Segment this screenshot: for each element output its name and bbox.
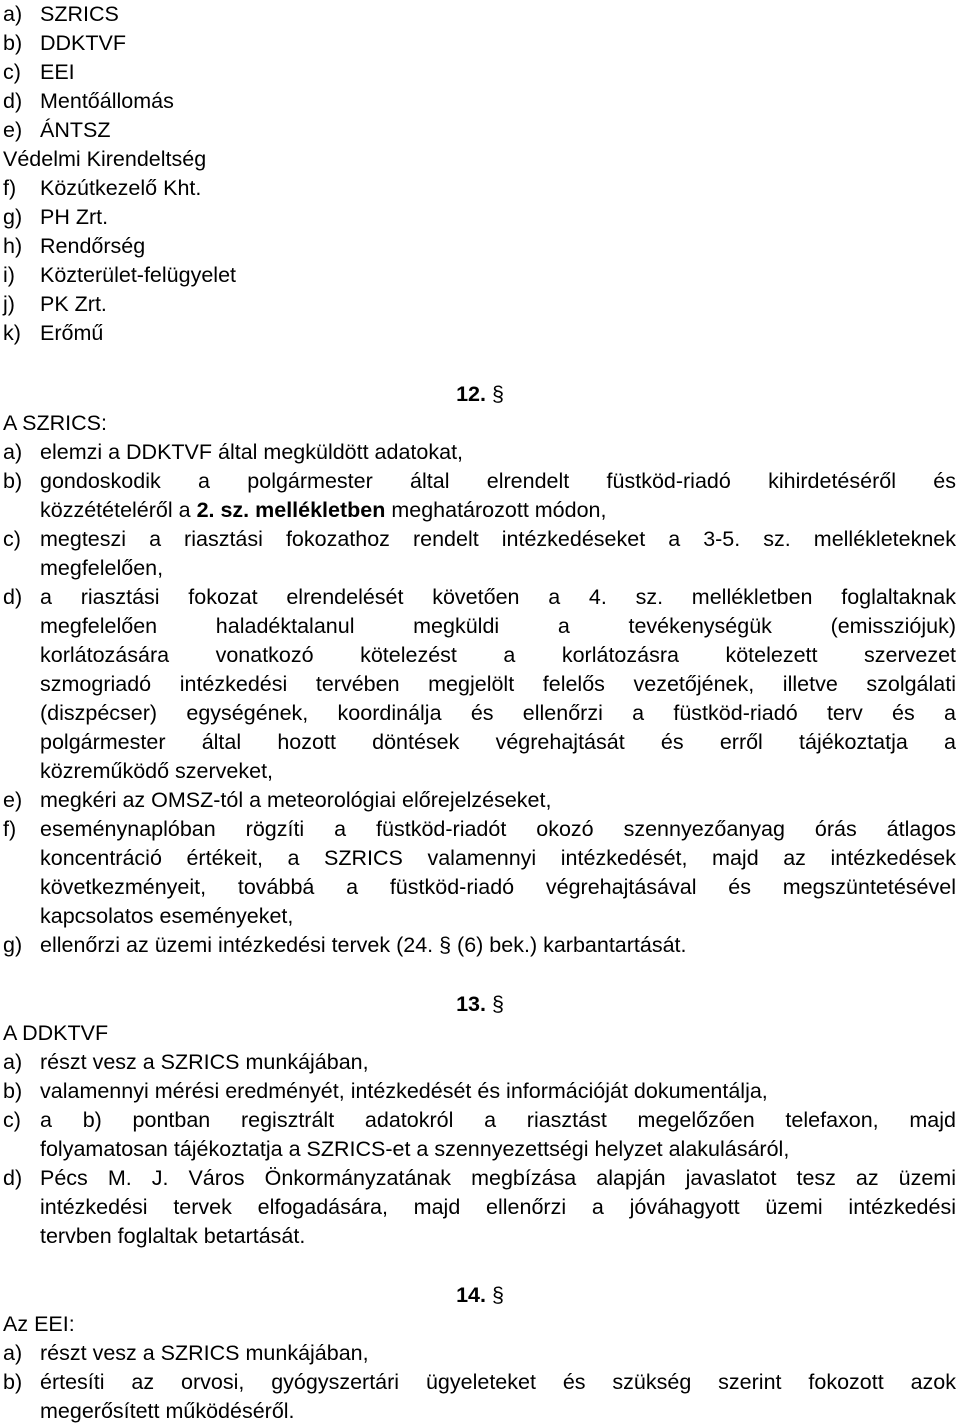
item-text-span: meghatározott módon, xyxy=(385,498,607,522)
section-heading xyxy=(0,380,960,409)
item-text-continuation xyxy=(40,496,956,525)
list-item-label: e) xyxy=(3,118,23,142)
item-label: c) xyxy=(3,1108,21,1132)
section-heading xyxy=(0,1281,960,1310)
list-item: SZRICS xyxy=(40,2,119,26)
item-text-continuation: szmogriadó intézkedési tervében megjelölt felelős vezetőjének, illetve szolgálati xyxy=(40,672,956,696)
section-title: A DDKTVF xyxy=(3,1021,109,1045)
item-text: megkéri az OMSZ-tól a meteorológiai előrejelzéseket, xyxy=(40,788,552,812)
item-text: ellenőrzi az üzemi intézkedési tervek (24. § (6) bek.) karbantartását. xyxy=(40,933,687,957)
item-label: c) xyxy=(3,527,21,551)
list-item: Közterület-felügyelet xyxy=(40,263,236,287)
section-number: 13. xyxy=(456,992,486,1016)
item-text: részt vesz a SZRICS munkájában, xyxy=(40,1050,369,1074)
item-text-continuation: korlátozására vonatkozó kötelezést a korlátozásra kötelezett szervezet xyxy=(40,643,956,667)
section-title: Az EEI: xyxy=(3,1312,75,1336)
list-item-label: a) xyxy=(3,2,23,26)
section-number: 14. xyxy=(456,1283,486,1307)
item-text: a b) pontban regisztrált adatokról a riasztást megelőzően telefaxon, majd xyxy=(40,1108,956,1132)
item-label: e) xyxy=(3,788,23,812)
list-item: Rendőrség xyxy=(40,234,146,258)
section-title: A SZRICS: xyxy=(3,411,107,435)
item-label: g) xyxy=(3,933,23,957)
item-label: d) xyxy=(3,585,23,609)
item-text-continuation: tervben foglaltak betartását. xyxy=(40,1224,306,1248)
item-text: valamennyi mérési eredményét, intézkedését és információját dokumentálja, xyxy=(40,1079,768,1103)
item-text-continuation: megfelelően haladéktalanul megküldi a tevékenységük (emissziójuk) xyxy=(40,614,956,638)
item-text: részt vesz a SZRICS munkájában, xyxy=(40,1341,369,1365)
list-item: Közútkezelő Kht. xyxy=(40,176,202,200)
item-label: b) xyxy=(3,1370,23,1394)
item-text: a riasztási fokozat elrendelését követően a 4. sz. mellékletben foglaltaknak xyxy=(40,585,956,609)
item-text-continuation: kapcsolatos eseményeket, xyxy=(40,904,294,928)
item-text-continuation: közreműködő szerveket, xyxy=(40,759,274,783)
paragraph-sign: § xyxy=(491,992,504,1016)
item-text-continuation: következményeit, továbbá a füstköd-riadó végrehajtásával és megszüntetésével xyxy=(40,875,956,899)
list-item: EEI xyxy=(40,60,75,84)
item-label: a) xyxy=(3,440,23,464)
item-text-continuation: (diszpécser) egységének, koordinálja és ellenőrzi a füstköd-riadó terv és a xyxy=(40,701,956,725)
list-item: PH Zrt. xyxy=(40,205,109,229)
item-text: gondoskodik a polgármester által elrendelt füstköd-riadó kihirdetéséről és xyxy=(40,469,956,493)
paragraph-sign: § xyxy=(491,1283,504,1307)
item-text: értesíti az orvosi, gyógyszertári ügyeleteket és szükség szerint fokozott azok xyxy=(40,1370,956,1394)
item-text-span: közzétételéről a xyxy=(40,498,197,522)
item-text: elemzi a DDKTVF által megküldött adatokat, xyxy=(40,440,464,464)
item-label: a) xyxy=(3,1341,23,1365)
item-text-continuation: intézkedési tervek elfogadására, majd ellenőrzi a jóváhagyott üzemi intézkedési xyxy=(40,1195,956,1219)
section-heading xyxy=(0,990,960,1019)
item-text-continuation: megfelelően, xyxy=(40,556,164,580)
item-text: megteszi a riasztási fokozathoz rendelt intézkedéseket a 3-5. sz. mellékleteknek xyxy=(40,527,956,551)
item-text-continuation: folyamatosan tájékoztatja a SZRICS-et a szennyezettségi helyzet alakulásáról, xyxy=(40,1137,790,1161)
item-label: d) xyxy=(3,1166,23,1190)
list-item-label: k) xyxy=(3,321,21,345)
item-text: Pécs M. J. Város Önkormányzatának megbízása alapján javaslatot tesz az üzemi xyxy=(40,1166,956,1190)
item-label: f) xyxy=(3,817,17,841)
annex-reference: 2. sz. mellékletben xyxy=(196,498,386,522)
item-text: eseménynaplóban rögzíti a füstköd-riadót okozó szennyezőanyag órás átlagos xyxy=(40,817,956,841)
list-item: ÁNTSZ xyxy=(40,118,111,142)
list-item-label: b) xyxy=(3,31,23,55)
section-number: 12. xyxy=(456,382,486,406)
item-label: b) xyxy=(3,469,23,493)
item-text-continuation: polgármester által hozott döntések végrehajtását és erről tájékoztatja a xyxy=(40,730,956,754)
list-item-label: i) xyxy=(3,263,15,287)
list-item-label: f) xyxy=(3,176,17,200)
list-item-continuation: Védelmi Kirendeltség xyxy=(3,147,207,171)
list-item-label: j) xyxy=(3,292,15,316)
list-item: Mentőállomás xyxy=(40,89,174,113)
list-item-label: c) xyxy=(3,60,21,84)
item-label: b) xyxy=(3,1079,23,1103)
paragraph-sign: § xyxy=(491,382,504,406)
list-item-label: g) xyxy=(3,205,23,229)
list-item: PK Zrt. xyxy=(40,292,107,316)
list-item-label: h) xyxy=(3,234,23,258)
list-item-label: d) xyxy=(3,89,23,113)
list-item: Erőmű xyxy=(40,321,104,345)
list-item: DDKTVF xyxy=(40,31,126,55)
item-text-continuation: koncentráció értékeit, a SZRICS valamennyi intézkedését, majd az intézkedések xyxy=(40,846,956,870)
item-label: a) xyxy=(3,1050,23,1074)
item-text-continuation: megerősített működéséről. xyxy=(40,1399,295,1423)
